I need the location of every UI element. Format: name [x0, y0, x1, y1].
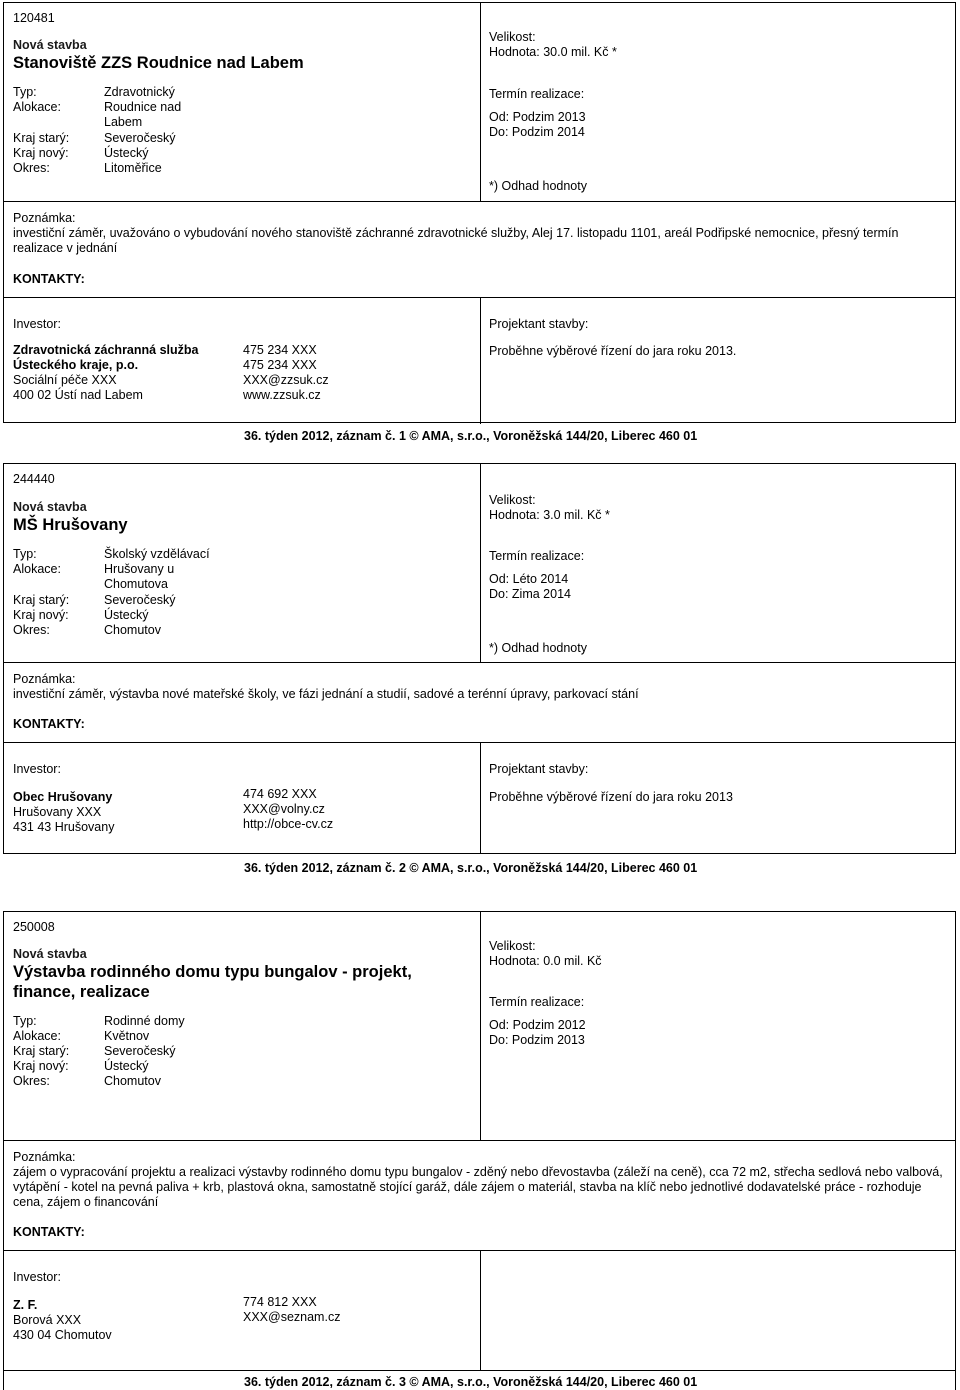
record-footer: 36. týden 2012, záznam č. 3 © AMA, s.r.o., Voroněžská 144/20, Liberec 460 01 [244, 1375, 698, 1389]
investor-name: Zdravotnická záchranná služba [13, 343, 199, 357]
kontakty-heading: KONTAKTY: [13, 1225, 85, 1239]
section-divider [4, 662, 955, 663]
kraj-stary-value: Severočeský [104, 131, 176, 145]
record-footer: 36. týden 2012, záznam č. 2 © AMA, s.r.o., Voroněžská 144/20, Liberec 460 01 [244, 861, 698, 875]
typ-label: Typ: [13, 85, 37, 99]
investor-block [13, 343, 198, 403]
investor-name: Z. F. [13, 1298, 38, 1312]
typ-value: Zdravotnický [104, 85, 175, 99]
termin-label: Termín realizace: [489, 549, 585, 563]
section-divider [4, 201, 955, 202]
kraj-stary-label: Kraj starý: [13, 131, 70, 145]
contact-phone: 774 812 XXX [243, 1295, 317, 1309]
typ-label: Typ: [13, 1014, 37, 1028]
contact-block [243, 1295, 340, 1325]
contact-email: XXX@volny.cz [243, 802, 325, 816]
okres-value: Chomutov [104, 1074, 161, 1088]
kraj-stary-value: Severočeský [104, 593, 176, 607]
contact-email: XXX@seznam.cz [243, 1310, 341, 1324]
typ-value: Rodinné domy [104, 1014, 185, 1028]
okres-label: Okres: [13, 161, 50, 175]
typ-label: Typ: [13, 547, 37, 561]
column-divider [480, 3, 481, 201]
contact-phone: 475 234 XXX [243, 343, 317, 357]
hodnota-value: Hodnota: 0.0 mil. Kč [489, 954, 602, 968]
investor-address: Sociální péče XXX [13, 373, 117, 387]
record-status: Nová stavba [13, 947, 87, 961]
column-divider [480, 912, 481, 1140]
termin-do: Do: Zima 2014 [489, 587, 571, 601]
poznamka-text: investiční záměr, uvažováno o vybudování nového stanoviště záchranné zdravotnické služby, Alej 17. listopadu 1101, areál Podřipské nemocnice, přesný termín realizace v jednání [13, 226, 899, 255]
kraj-stary-label: Kraj starý: [13, 593, 70, 607]
investor-address: Hrušovany XXX [13, 805, 102, 819]
investor-label: Investor: [13, 317, 61, 331]
contact-block [243, 343, 329, 403]
typ-value: Školský vzdělávací [104, 547, 210, 561]
record-id: 120481 [13, 11, 55, 25]
alokace-value: Hrušovany u [104, 562, 175, 576]
velikost-label: Velikost: [489, 30, 536, 44]
investor-block [13, 1298, 112, 1343]
poznamka-label: Poznámka: [13, 211, 76, 225]
okres-value: Chomutov [104, 623, 161, 637]
kontakty-heading: KONTAKTY: [13, 717, 85, 731]
column-divider [480, 297, 481, 424]
termin-do: Do: Podzim 2014 [489, 125, 585, 139]
investor-city: 431 43 Hrušovany [13, 820, 115, 834]
poznamka-text: investiční záměr, výstavba nové mateřské školy, ve fázi jednání a studií, sadové a terénní úpravy, parkovací stání [13, 687, 639, 701]
investor-city: 400 02 Ústí nad Labem [13, 388, 143, 402]
kraj-novy-label: Kraj nový: [13, 1059, 69, 1073]
alokace-value-2: Labem [104, 115, 143, 129]
alokace-label: Alokace: [13, 562, 61, 576]
kraj-novy-value: Ústecký [104, 1059, 149, 1073]
investor-name-2: Ústeckého kraje, p.o. [13, 358, 139, 372]
record-id: 250008 [13, 920, 55, 934]
contact-phone-2: 475 234 XXX [243, 358, 317, 372]
alokace-label: Alokace: [13, 1029, 61, 1043]
termin-od: Od: Podzim 2013 [489, 110, 586, 124]
velikost-label: Velikost: [489, 939, 536, 953]
hodnota-value: Hodnota: 3.0 mil. Kč * [489, 508, 610, 522]
termin-od: Od: Léto 2014 [489, 572, 569, 586]
column-divider [480, 464, 481, 662]
okres-value: Litoměřice [104, 161, 162, 175]
kraj-stary-label: Kraj starý: [13, 1044, 70, 1058]
kraj-novy-value: Ústecký [104, 146, 149, 160]
investor-block [13, 790, 114, 835]
alokace-value: Květnov [104, 1029, 150, 1043]
termin-label: Termín realizace: [489, 995, 585, 1009]
poznamka-label: Poznámka: [13, 1150, 76, 1164]
record-title-line-2: finance, realizace [13, 983, 150, 1001]
velikost-label: Velikost: [489, 493, 536, 507]
investor-name: Obec Hrušovany [13, 790, 113, 804]
record-id: 244440 [13, 472, 55, 486]
termin-do: Do: Podzim 2013 [489, 1033, 585, 1047]
termin-od: Od: Podzim 2012 [489, 1018, 586, 1032]
column-divider [480, 742, 481, 853]
okres-label: Okres: [13, 1074, 50, 1088]
projektant-text: Proběhne výběrové řízení do jara roku 2013 [489, 790, 733, 804]
section-divider [4, 1140, 955, 1141]
alokace-value: Roudnice nad [104, 100, 182, 114]
record-card [3, 911, 956, 1390]
kraj-stary-value: Severočeský [104, 1044, 176, 1058]
contact-email: XXX@zzsuk.cz [243, 373, 329, 387]
investor-city: 430 04 Chomutov [13, 1328, 112, 1342]
kraj-novy-label: Kraj nový: [13, 146, 69, 160]
contact-phone: 474 692 XXX [243, 787, 317, 801]
hodnota-value: Hodnota: 30.0 mil. Kč * [489, 45, 617, 59]
record-title: Výstavba rodinného domu typu bungalov - projekt, [13, 963, 412, 981]
record-card [3, 463, 956, 854]
investor-label: Investor: [13, 762, 61, 776]
projektant-label: Projektant stavby: [489, 317, 589, 331]
record-title: MŠ Hrušovany [13, 516, 128, 534]
termin-label: Termín realizace: [489, 87, 585, 101]
record-footer: 36. týden 2012, záznam č. 1 © AMA, s.r.o., Voroněžská 144/20, Liberec 460 01 [244, 429, 698, 443]
section-divider [4, 1370, 955, 1371]
kraj-novy-value: Ústecký [104, 608, 149, 622]
investor-label: Investor: [13, 1270, 61, 1284]
record-title: Stanoviště ZZS Roudnice nad Labem [13, 54, 304, 72]
alokace-value-2: Chomutova [104, 577, 168, 591]
projektant-label: Projektant stavby: [489, 762, 589, 776]
record-card [3, 2, 956, 423]
odhad-note: *) Odhad hodnoty [489, 179, 587, 193]
odhad-note: *) Odhad hodnoty [489, 641, 587, 655]
record-status: Nová stavba [13, 38, 87, 52]
kraj-novy-label: Kraj nový: [13, 608, 69, 622]
column-divider [480, 1250, 481, 1370]
record-status: Nová stavba [13, 500, 87, 514]
poznamka-text: zájem o vypracování projektu a realizaci výstavby rodinného domu typu bungalov - zděný nebo dřevostavba (záleží na ceně), cca 72 m2, střecha sedlová nebo valbová, vytápění - kotel na pevná paliva + krb, plastová okna, samostatně stojící garáž, dále zájem o materiál, stavba na klíč nebo jednotlivé dodavatelské práce - rozhoduje cena, zájem o financování [13, 1165, 943, 1209]
contact-web: http://obce-cv.cz [243, 817, 334, 831]
contact-web: www.zzsuk.cz [243, 388, 321, 402]
projektant-text: Proběhne výběrové řízení do jara roku 2013. [489, 344, 737, 358]
alokace-label: Alokace: [13, 100, 61, 114]
contact-block [243, 787, 333, 832]
kontakty-heading: KONTAKTY: [13, 272, 85, 286]
okres-label: Okres: [13, 623, 50, 637]
poznamka-label: Poznámka: [13, 672, 76, 686]
investor-address: Borová XXX [13, 1313, 82, 1327]
